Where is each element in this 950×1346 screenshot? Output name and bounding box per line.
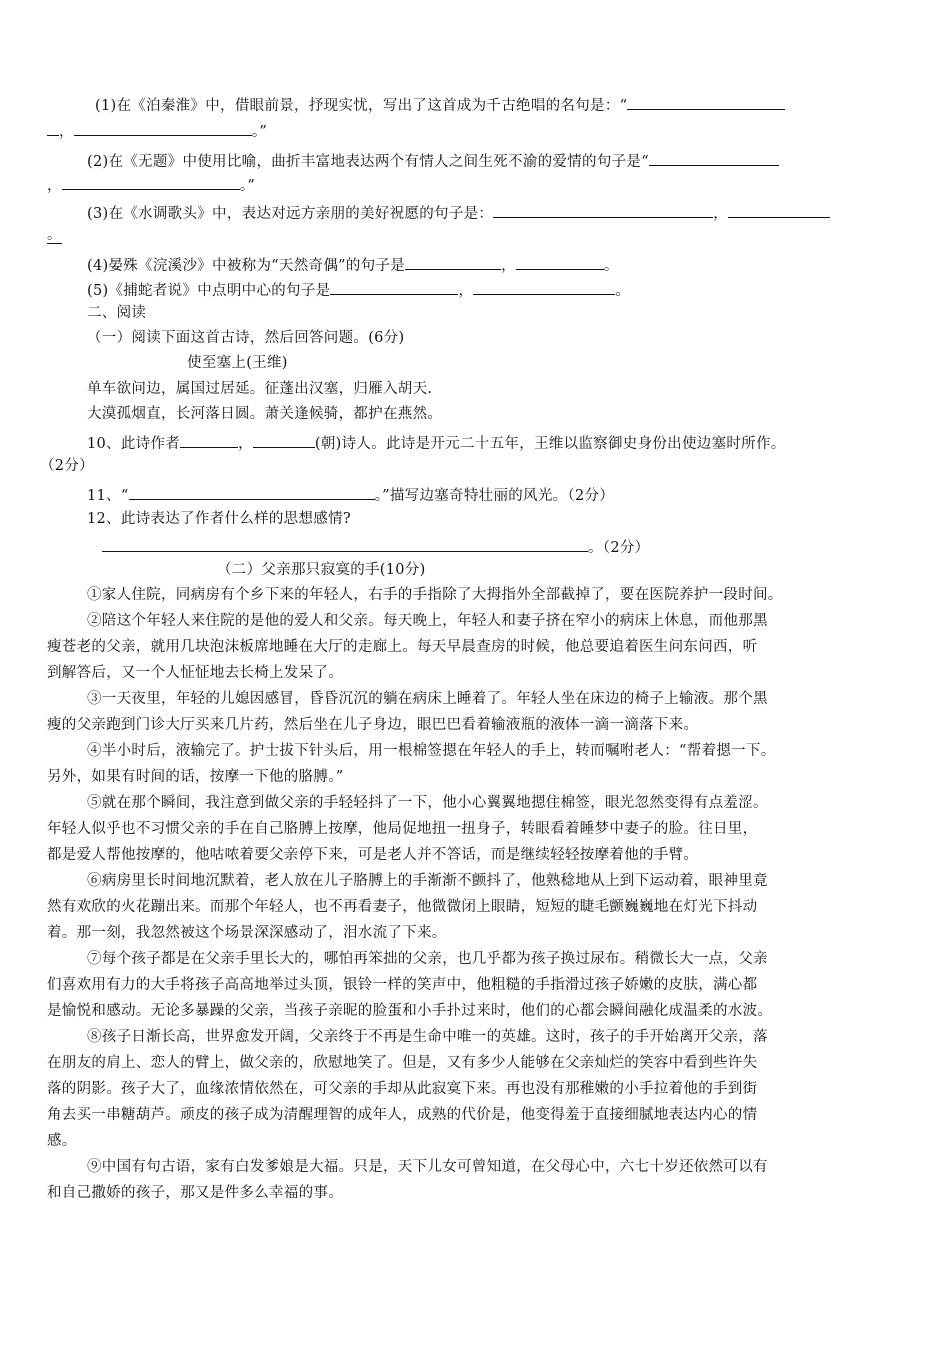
q4-text: (4)晏殊《浣溪沙》中被称为“天然奇偶”的句子是	[87, 258, 406, 274]
q10-text: 10、此诗作者	[87, 436, 181, 452]
q1-blank-1[interactable]	[627, 92, 785, 110]
q2-end: 。”	[239, 178, 256, 194]
essay-p9-l2: 和自己撒娇的孩子，那又是件多么幸福的事。	[47, 1185, 343, 1201]
essay-p6-l1: ⑥病房里长时间地沉默着，老人放在儿子胳膊上的手渐渐不颤抖了，他熟稔地从上到下运动着，眼神里竟	[87, 873, 768, 889]
q10-score: （2分）	[40, 458, 94, 474]
essay-p5-l2: 年轻人似乎也不习惯父亲的手在自己胳膊上按摩，他局促地扭一扭身子，转眼看着睡梦中妻子的脸。往日里，	[47, 821, 758, 837]
q5-line	[87, 277, 630, 302]
q11-text-2: 。”描写边塞奇特壮丽的风光。（2分）	[374, 488, 615, 504]
q2-blank-1[interactable]	[649, 148, 779, 166]
essay-p7-l3: 是愉悦和感动。无论多暴躁的父亲，当孩子亲昵的脸蛋和小手扑过来时，他们的心都会瞬间融化成温柔的水波。	[47, 1003, 773, 1019]
q1-blank-1-cont[interactable]	[47, 118, 59, 136]
essay-p2-l2: 瘦苍老的父亲，就用几块泡沫板席地睡在大厅的走廊上。每天早晨查房的时候，他总要追着医生问东问西，听	[47, 639, 758, 655]
q10-blank-1[interactable]	[180, 430, 238, 448]
q2-text: (2)在《无题》中使用比喻，曲折丰富地表达两个有情人之间生死不渝的爱情的句子是“	[87, 154, 649, 170]
essay-p3-l2: 瘦的父亲跑到门诊大厅买来几片药，然后坐在儿子身边，眼巴巴看着输液瓶的液体一滴一滴落下来。	[47, 717, 699, 733]
q2-line-2	[47, 172, 255, 197]
q4-comma: ，	[501, 258, 516, 274]
q12-end: 。（2分）	[588, 540, 650, 556]
part2-title: （二）父亲那只寂寞的手(10分)	[217, 562, 426, 578]
q11-blank[interactable]	[129, 482, 375, 500]
essay-p8-l4: 角去买一串糖葫芦。顽皮的孩子成为清醒理智的成年人，成熟的代价是，他变得羞于直接细腻地表达内心的情	[47, 1107, 758, 1123]
q11-text: 11、“	[87, 488, 129, 504]
q3-line-1	[87, 200, 830, 225]
section-title: 二、阅读	[87, 305, 147, 321]
q5-end: 。	[615, 283, 631, 299]
q5-blank-1[interactable]	[330, 277, 458, 295]
q1-blank-2[interactable]	[74, 118, 252, 136]
essay-p5-l3: 都是爱人帮他按摩的，他咕哝着要父亲停下来，可是老人并不答话，而是继续轻轻按摩着他的手臂。	[47, 847, 699, 863]
essay-p8-l5: 感。	[47, 1133, 77, 1149]
q1-end: 。”	[251, 124, 268, 140]
essay-p6-l3: 着。那一刻，我忽然被这个场景深深感动了，泪水流了下来。	[47, 925, 447, 941]
poem-title: 使至塞上(王维)	[187, 355, 288, 371]
poem-line-2: 大漠孤烟直，长河落日圆。萧关逢候骑，都护在燕然。	[87, 406, 443, 422]
q1-line-1	[95, 92, 785, 117]
q2-comma: ，	[47, 178, 62, 194]
q4-line	[87, 252, 619, 277]
q12-answer-line	[102, 534, 649, 559]
poem-line-1: 单车欲问边，属国过居延。征蓬出汉塞，归雁入胡天.	[87, 381, 433, 397]
q3-blank-2[interactable]	[728, 200, 830, 218]
essay-p7-l1: ⑦每个孩子都是在父亲手里长大的，哪怕再笨拙的父亲，也几乎都为孩子换过尿布。稍微长大一点，父亲	[87, 951, 768, 967]
essay-p2-l1: ②陪这个年轻人来住院的是他的爱人和父亲。每天晚上，年轻人和妻子挤在窄小的病床上休息，而他那黑	[87, 613, 768, 629]
essay-p2-l3: 到解答后，又一个人怔怔地去长椅上发呆了。	[47, 665, 343, 681]
essay-p4-l1: ④半小时后，液输完了。护士拔下针头后，用一根棉签摁在年轻人的手上，转而嘱咐老人：“帮着摁一下。	[87, 743, 776, 759]
q3-line-2	[47, 224, 62, 246]
q3-blank-1[interactable]	[493, 200, 713, 218]
q2-blank-2[interactable]	[62, 172, 240, 190]
q11-line	[87, 482, 614, 507]
essay-p8-l2: 在朋友的肩上、恋人的臂上，做父亲的，欣慰地笑了。但是，又有多少人能够在父亲灿烂的笑容中看到些许失	[47, 1055, 758, 1071]
q10-text-2: (朝)诗人。此诗是开元二十五年，王维以监察御史身份出使边塞时所作。	[314, 436, 786, 452]
q12-question: 12、此诗表达了作者什么样的思想感情?	[87, 511, 351, 527]
q2-line-1	[87, 148, 779, 173]
q5-comma: ，	[458, 283, 474, 299]
essay-p4-l2: 另外，如果有时间的话，按摩一下他的胳膊。”	[47, 769, 344, 785]
q3-text: (3)在《水调歌头》中，表达对远方亲朋的美好祝愿的句子是：	[87, 206, 494, 222]
essay-p1-l1: ①家人住院，同病房有个乡下来的年轻人，右手的手指除了大拇指外全部截掉了，要在医院养护一段时间。	[87, 587, 783, 603]
essay-p9-l1: ⑨中国有句古语，家有白发爹娘是大福。只是，天下儿女可曾知道，在父母心中，六七十岁还依然可以有	[87, 1159, 768, 1175]
q1-text: (1)在《泊秦淮》中，借眼前景，抒现实忧，写出了这首成为千古绝唱的名句是：“	[95, 98, 628, 114]
q10-comma: ，	[238, 436, 253, 452]
essay-p8-l1: ⑧孩子日渐长高，世界愈发开阔，父亲终于不再是生命中唯一的英雄。这时，孩子的手开始离开父亲，落	[87, 1029, 768, 1045]
essay-p8-l3: 落的阴影。孩子大了，血缘浓情依然在，可父亲的手却从此寂寞下来。再也没有那稚嫩的小手拉着他的手到街	[47, 1081, 758, 1097]
essay-p6-l2: 然有欢欣的火花蹦出来。而那个年轻人，也不再看妻子，他微微闭上眼睛，短短的睫毛颤巍巍地在灯光下抖动	[47, 899, 758, 915]
essay-p3-l1: ③一天夜里，年轻的儿媳因感冒，昏昏沉沉的躺在病床上睡着了。年轻人坐在床边的椅子上输液。那个黑	[87, 691, 768, 707]
essay-p5-l1: ⑤就在那个瞬间，我注意到做父亲的手轻轻抖了一下，他小心翼翼地摁住棉签，眼光忽然变得有点羞涩。	[87, 795, 768, 811]
q1-line-2	[47, 118, 267, 143]
q12-blank[interactable]	[102, 534, 588, 552]
essay-p7-l2: 们喜欢用有力的大手将孩子高高地举过头顶，银铃一样的笑声中，他粗糙的手指滑过孩子娇嫩的皮肤，满心都	[47, 977, 758, 993]
q4-end: 。	[603, 258, 619, 274]
q10-blank-2[interactable]	[253, 430, 315, 448]
q4-blank-1[interactable]	[405, 252, 501, 270]
q4-blank-2[interactable]	[516, 252, 604, 270]
q3-end: 。	[47, 227, 62, 243]
q5-blank-2[interactable]	[473, 277, 615, 295]
q10-line-1	[87, 430, 786, 455]
q5-text: (5)《捕蛇者说》中点明中心的句子是	[87, 283, 331, 299]
part1-title: （一）阅读下面这首古诗，然后回答问题。(6分)	[87, 330, 405, 346]
q1-comma: ，	[59, 124, 74, 140]
q3-comma: ，	[713, 206, 729, 222]
